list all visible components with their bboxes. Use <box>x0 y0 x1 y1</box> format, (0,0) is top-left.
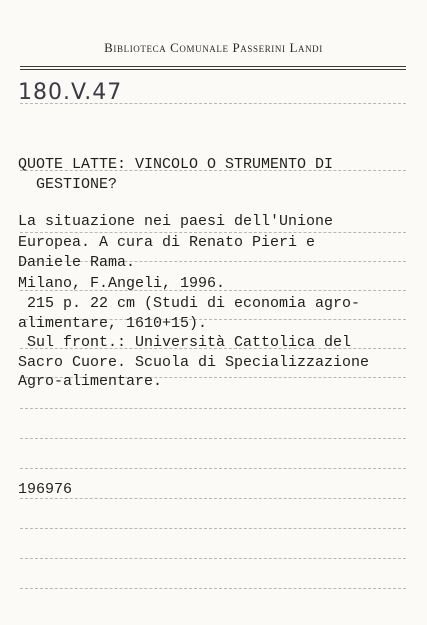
shelf-mark: 180.V.47 <box>18 80 123 105</box>
ruled-line <box>20 468 406 469</box>
description-line: Europea. A cura di Renato Pieri e <box>18 234 316 251</box>
note-line: Sul front.: Università Cattolica del <box>18 334 352 351</box>
title-heading-line: QUOTE LATTE: VINCOLO O STRUMENTO DI <box>18 156 334 173</box>
ruled-line <box>20 438 406 439</box>
imprint-line: Milano, F.Angeli, 1996. <box>18 275 226 292</box>
description-line: La situazione nei paesi dell'Unione <box>18 213 334 230</box>
title-heading-line: GESTIONE? <box>18 176 118 193</box>
library-header: Biblioteca Comunale Passerini Landi <box>104 40 323 55</box>
ruled-line <box>20 558 406 559</box>
description-line: Daniele Rama. <box>18 254 136 271</box>
physical-description-line: 215 p. 22 cm (Studi di economia agro- <box>18 295 361 312</box>
inventory-number: 196976 <box>18 481 73 498</box>
ruled-line <box>20 588 406 589</box>
note-line: Agro-alimentare. <box>18 373 163 390</box>
ruled-line <box>20 232 406 233</box>
header-rule-bottom <box>20 69 406 70</box>
series-line: alimentare, 1610+15). <box>18 315 208 332</box>
header-rule-top <box>20 66 406 67</box>
ruled-line <box>20 528 406 529</box>
ruled-line <box>20 408 406 409</box>
ruled-line <box>20 498 406 499</box>
note-line: Sacro Cuore. Scuola di Specializzazione <box>18 354 370 371</box>
ruled-line <box>20 103 406 104</box>
